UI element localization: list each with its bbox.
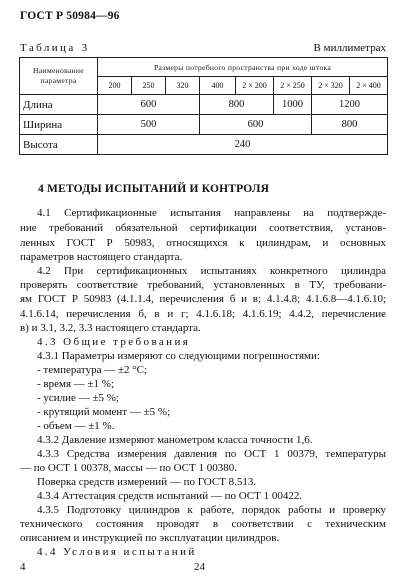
table-cell: 600: [200, 115, 312, 135]
stroke-size-cell: 400: [200, 77, 236, 95]
table-caption: [20, 42, 87, 54]
table-cell: 1000: [274, 95, 312, 115]
list-item: - температура — ±2 °С;: [37, 364, 148, 376]
text-line: описанием и инструкцией по эксплуатации цилиндров.: [20, 532, 280, 544]
text-line: — по ОСТ 1 00378, массы — по ОСТ 1 00380.: [20, 462, 237, 474]
text-line: 4.1 Сертификационные испытания направлены на подтвержде-: [37, 207, 386, 219]
table-row-width: [20, 115, 388, 135]
dimensions-table: [19, 57, 388, 155]
list-item: - крутящий момент — ±5 %;: [37, 406, 171, 418]
row-label: Высота: [20, 135, 98, 155]
space-size-header: Размеры потребного пространства при ходе штока: [98, 58, 388, 77]
stroke-size-cell: 2 × 200: [236, 77, 274, 95]
text-line: в) и 3.1, 3.2, 3.3 настоящего стандарта.: [20, 322, 201, 334]
stroke-size-cell: 200: [98, 77, 132, 95]
stroke-size-cell: 2 × 400: [350, 77, 388, 95]
table-caption-word: Таблица: [20, 42, 76, 54]
list-item: - объем — ±1 %.: [37, 420, 115, 432]
table-cell: 240: [98, 135, 388, 155]
table-cell: 500: [98, 115, 200, 135]
table-row-height: [20, 135, 388, 155]
text-line: проверять соответствие требований, установленных в ТУ, требовани-: [20, 279, 386, 291]
table-row-length: [20, 95, 388, 115]
text-line: ние требований обязательной сертификации соответствия, установ-: [20, 222, 386, 234]
text-line: 4.2 При сертификационных испытаниях конкретного цилиндра: [37, 265, 386, 277]
stroke-size-cell: 320: [166, 77, 200, 95]
text-line: ленных ГОСТ Р 50983, относящихся к цилиндрам, и основных: [20, 237, 386, 249]
stroke-size-cell: 250: [132, 77, 166, 95]
stroke-size-cell: 2 × 320: [312, 77, 350, 95]
subsection-heading: 4.3 Общие требования: [37, 336, 191, 348]
text-line: параметров настоящего стандарта.: [20, 251, 183, 263]
table-cell: 800: [312, 115, 388, 135]
section-heading: 4 МЕТОДЫ ИСПЫТАНИЙ И КОНТРОЛЯ: [38, 183, 270, 195]
text-line: Поверка средств измерений — по ГОСТ 8.513.: [37, 476, 257, 488]
text-line: 4.3.5 Подготовку цилиндров к работе, порядок работы и проверку: [37, 504, 386, 516]
table-header-row: [20, 58, 388, 77]
table-cell: 600: [98, 95, 200, 115]
text-line: 4.1.6.14, перечисления б, в и г; 4.1.6.18; 4.1.6.19; 4.4.2, перечисление: [20, 308, 386, 320]
table-cell: 800: [200, 95, 274, 115]
list-item: - время — ±1 %;: [37, 378, 115, 390]
table-cell: 1200: [312, 95, 388, 115]
table-units: В миллиметрах: [313, 42, 386, 54]
text-line: 4.3.4 Аттестация средств испытаний — по ОСТ 1 00422.: [37, 490, 303, 502]
row-label: Ширина: [20, 115, 98, 135]
page-number-center: 24: [194, 561, 205, 573]
document-header: ГОСТ Р 50984—96: [20, 10, 120, 22]
text-line: 4.3.1 Параметры измеряют со следующими погрешностями:: [37, 350, 320, 362]
row-label: Длина: [20, 95, 98, 115]
param-name-header: Наименование параметра: [20, 58, 98, 95]
subsection-heading: 4.4 Условия испытаний: [37, 546, 197, 558]
page-number-left: 4: [20, 561, 26, 573]
text-line: ям ГОСТ Р 50983 (4.1.1.4, перечисления б и в; 4.1.4.8; 4.1.6.8—4.1.6.10;: [20, 293, 386, 305]
stroke-size-cell: 2 × 250: [274, 77, 312, 95]
text-line: 4.3.2 Давление измеряют манометром класса точности 1,6.: [37, 434, 313, 446]
text-line: 4.3.3 Средства измерения давления по ОСТ 1 00379, температуры: [37, 448, 386, 460]
list-item: - усилие — ±5 %;: [37, 392, 119, 404]
table-caption-number: 3: [81, 42, 88, 54]
text-line: технического состояния проводят в соответствии с техническим: [20, 518, 386, 530]
